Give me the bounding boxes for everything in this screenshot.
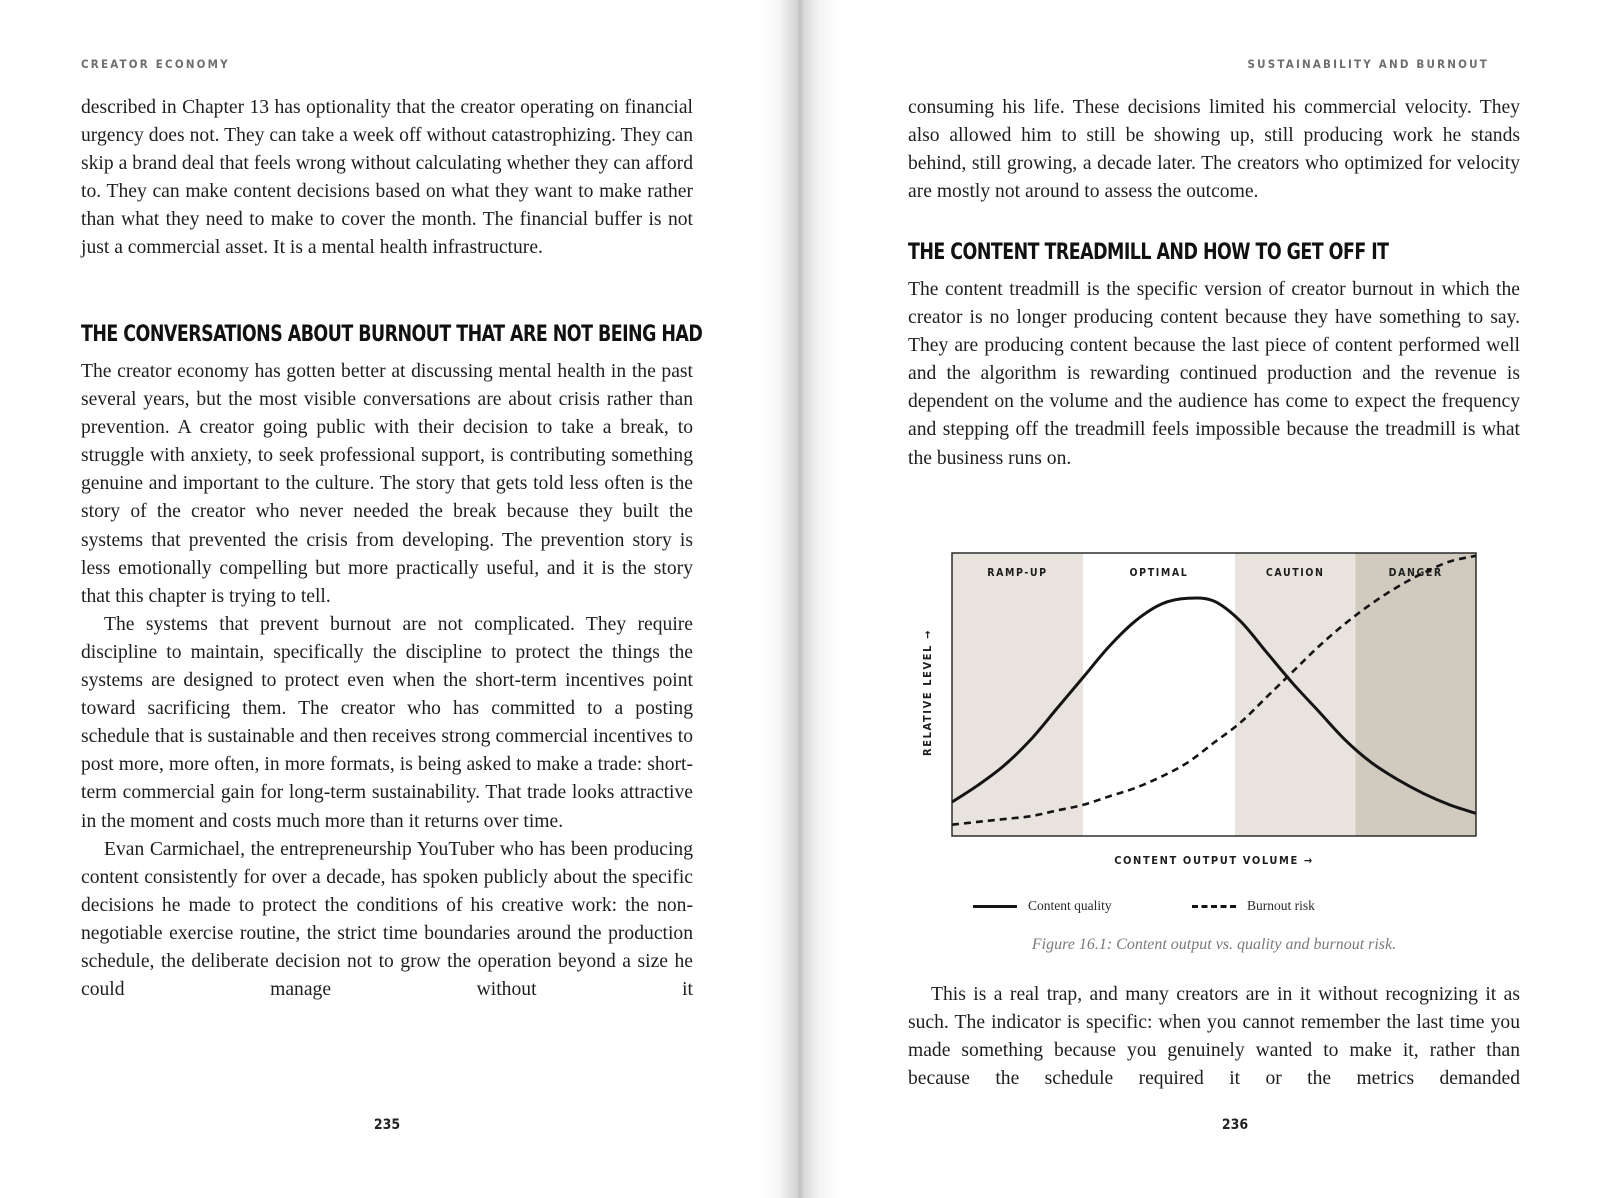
zone-label: DANGER [1388,567,1443,579]
y-axis-label: RELATIVE LEVEL → [921,629,934,756]
text-block-right-bottom [908,981,1520,1093]
legend-swatch-solid-icon [973,905,1017,908]
section-heading: THE CONTENT TREADMILL AND HOW TO GET OFF IT [908,240,1389,265]
right-page [800,0,1597,1198]
zone-label: OPTIMAL [1129,567,1189,579]
text-block-left-main [81,358,693,1004]
page-number-right: 236 [1221,1117,1249,1133]
text-block-right-section [908,276,1520,473]
chart-legend [908,894,1520,918]
paragraph: The creator economy has gotten better at discussing mental health in the past several years, but the most visible conversations are about crisis rather than prevention. A creator going public with their decision to take a break, to struggle with anxiety, to seek professional support, is contributing something genuine and important to the culture. The story that gets told less often is the story of the creator who never needed the break because they built the systems that prevented the crisis from developing. The prevention story is less emotionally compelling but more practically useful, and it is the story that this chapter is trying to tell. [81,361,693,607]
legend-item-quality [973,894,1112,918]
zone-band-caution [1235,553,1356,836]
paragraph: This is a real trap, and many creators are in it without recognizing it as such. The indicator is specific: when you cannot remember the last time you made something because you genuinely wanted to make it, rather than because the schedule required it or the metrics demanded [908,984,1520,1090]
zone-label: RAMP-UP [987,567,1048,579]
paragraph: The content treadmill is the specific version of creator burnout in which the creator is no longer producing content because they have something to say. They are producing content because the last piece of content performed well and the algorithm is rewarding continued production and the revenue is dependent on the volume and the audience has come to expect the frequency and stepping off the treadmill feels impossible because the treadmill is what the business runs on. [908,279,1520,469]
zone-band-danger [1355,553,1476,836]
zone-label: CAUTION [1265,567,1325,579]
paragraph: The systems that prevent burnout are not complicated. They require discipline to maintain, specifically the discipline to protect the things the systems are designed to protect even when the short-term incentives point toward sacrificing them. The creator who has committed to a posting schedule that is sustainable and then receives strong commercial incentives to post more, more often, in more formats, is being asked to make a trade: short-term commercial gain for long-term sustainability. That trade looks attractive in the moment and costs much more than it returns over time. [81,613,693,832]
paragraph: consuming his life. These decisions limited his commercial velocity. They also allowed him to still be showing up, still producing work he stands behind, still growing, a decade later. The creators who optimized for velocity are mostly not around to assess the outcome. [908,97,1520,203]
page-number-left: 235 [373,1117,401,1133]
paragraph: Evan Carmichael, the entrepreneurship YouTuber who has been producing content consistently for over a decade, has spoken publicly about the specific decisions he made to protect the conditions of his creative work: the non-negotiable exercise routine, the strict time boundaries around the production schedule, the deliberate decision not to grow the operation beyond a size he could manage without it [81,838,693,1001]
section-heading-block-left [81,322,703,347]
text-block-left-top [81,94,693,263]
zone-band-ramp-up [952,553,1083,836]
paragraph: described in Chapter 13 has optionality that the creator operating on financial urgency does not. They can take a week off without catastrophizing. They can skip a brand deal that feels wrong without calculating whether they can afford to. They can make content decisions based on what they want to make rather than what they need to make to cover the month. The financial buffer is not just a commercial asset. It is a mental health infrastructure. [81,97,693,259]
legend-label: Content quality [1028,898,1112,913]
figure-16-1 [908,548,1520,958]
figure-caption: Figure 16.1: Content output vs. quality and burnout risk. [1031,936,1397,953]
running-head-right: SUSTAINABILITY AND BURNOUT [1247,57,1489,71]
text-block-right-top [908,94,1520,206]
section-heading-block-right [908,240,1520,265]
zone-band-optimal [1083,553,1235,836]
legend-swatch-dashed-icon [1192,905,1236,908]
x-axis-label: CONTENT OUTPUT VOLUME → [1114,854,1314,867]
running-head-left: CREATOR ECONOMY [81,57,230,71]
legend-label: Burnout risk [1247,898,1315,913]
section-heading: THE CONVERSATIONS ABOUT BURNOUT THAT ARE NOT BEING HAD [81,322,703,347]
chart [908,548,1520,888]
legend-item-burnout [1192,894,1315,918]
